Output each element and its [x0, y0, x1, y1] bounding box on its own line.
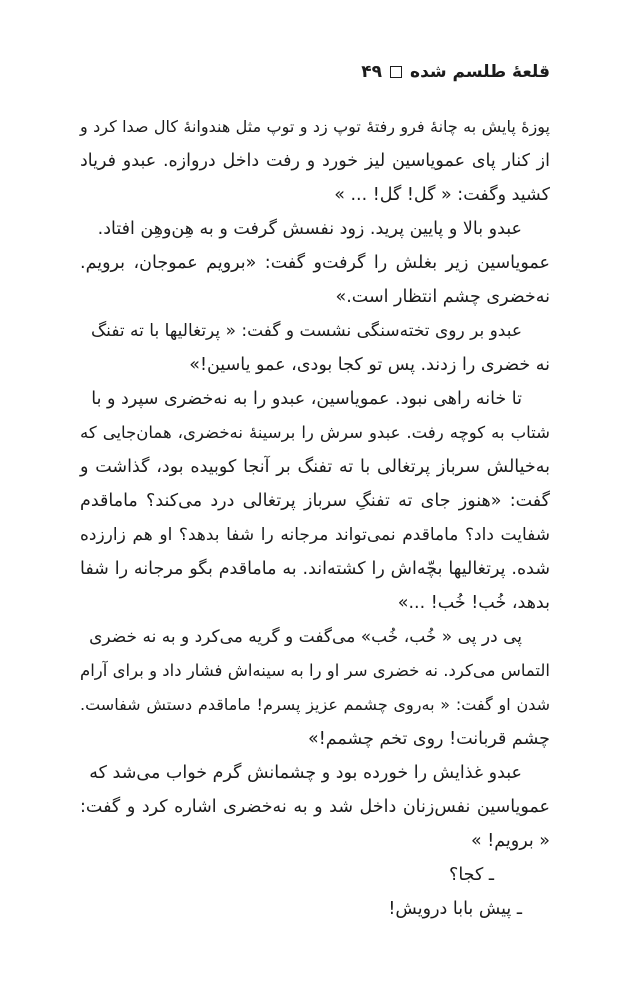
text-line: کشید وگفت: « گل! گل! ... » [334, 185, 550, 205]
text-line: پوزهٔ پایش به چانهٔ فرو رفتهٔ توپ زد و توپ مثل هندوانهٔ کال صدا کرد و [80, 117, 550, 136]
text-line: التماس می‌کرد. نه خضری سر او را به سینه‌اش فشار داد و برای آرام [80, 661, 550, 680]
text-line: نه خضری را زدند. پس تو کجا بودی، عمو یاسین!» [189, 355, 550, 375]
running-header [361, 62, 550, 82]
text-line: عمویاسین نفس‌زنان داخل شد و به نه‌خضری اشاره کرد و گفت: [80, 797, 550, 817]
text-line: شتاب به کوچه رفت. عبدو سرش را برسینهٔ نه‌خضری، همان‌جایی که [80, 423, 550, 442]
text-line: شفایت داد؟ ماماقدم نمی‌تواند مرجانه را شفا بدهد؟ او هم زارزده [80, 525, 550, 545]
text-line: به‌خیالش سرباز پرتغالی با ته تفنگ بر آنجا کوبیده بود، گذاشت و [80, 457, 550, 477]
text-line: از کنار پای عمویاسین لیز خورد و رفت داخل دروازه. عبدو فریاد [80, 151, 550, 171]
text-line: نه‌خضری چشم انتظار است.» [335, 287, 550, 307]
page-number: ۴۹ [361, 62, 383, 82]
text-line: شده. پرتغالیها بچّه‌اش را کشته‌اند. به ماماقدم بگو مرجانه را شفا [80, 559, 550, 579]
text-line: تا خانه راهی نبود. عمویاسین، عبدو را به نه‌خضری سپرد و با [91, 389, 522, 409]
text-line: عمویاسین زیر بغلش را گرفت‌و گفت: «برویم عموجان، برویم. [80, 253, 550, 273]
text-line: « برویم! » [470, 831, 550, 851]
text-line: عبدو بر روی تخته‌سنگی نشست و گفت: « پرتغالیها با ته تفنگ [90, 321, 522, 341]
page-body-text [80, 110, 550, 926]
separator-square-icon [390, 66, 402, 78]
text-line: عبدو بالا و پایین پرید. زود نفسش گرفت و به هِن‌وهِن افتاد. [97, 219, 522, 239]
text-line: ـ کجا؟ [449, 865, 494, 885]
text-line: چشم قربانت! روی تخم چشمم!» [308, 729, 550, 749]
text-line: عبدو غذایش را خورده بود و چشمانش گرم خواب می‌شد که [89, 763, 522, 783]
text-line: بدهد، خُب! خُب! ...» [397, 593, 550, 613]
text-line: گفت: «هنوز جای ته تفنگِ سرباز پرتغالی درد می‌کند؟ ماماقدم [80, 491, 550, 511]
text-line: شدن او گفت: « به‌روی چشمم عزیز پسرم! ماماقدم دستش شفاست. [80, 695, 550, 714]
chapter-title: قلعهٔ طلسم شده [410, 62, 550, 82]
text-line: پی در پی « خُب، خُب» می‌گفت و گریه می‌کرد و به نه خضری [89, 627, 522, 647]
text-line: ـ پیش بابا درویش! [388, 899, 522, 919]
